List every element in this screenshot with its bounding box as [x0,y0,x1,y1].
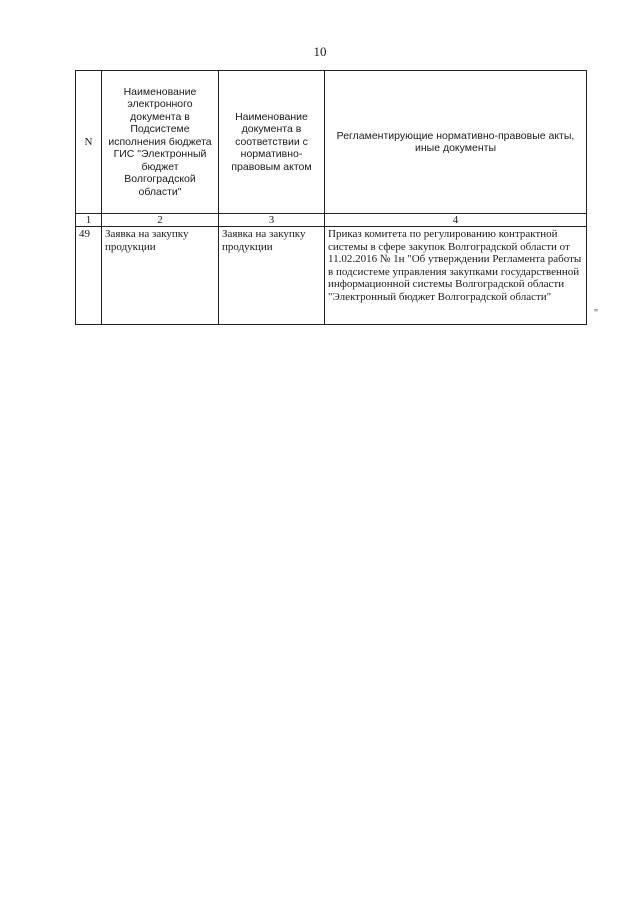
header-subsystem-document-name: Наименование электронного документа в Подсистеме исполнения бюджета ГИС "Электронный бюджет Волгоградской области" [102,71,219,214]
table-row [76,227,587,325]
closing-quote-mark: " [594,308,599,319]
act-document-name-cell: Заявка на закупку продукции [219,227,325,325]
page-number: 10 [313,44,327,59]
table-header-row [76,71,587,214]
header-number: N [76,71,102,214]
header-act-document-name: Наименование документа в соответствии с нормативно-правовым актом [219,71,325,214]
column-number: 3 [219,214,325,227]
column-number: 4 [325,214,587,227]
column-number: 2 [102,214,219,227]
regulations-cell: Приказ комитета по регулированию контрактной системы в сфере закупок Волгоградской области от 11.02.2016 № 1н "Об утверждении Регламента работы в подсистеме управления закупками государственной информационной системы Волгоградской области "Электронный бюджет Волгоградской области" [325,227,587,325]
row-number-cell: 49 [76,227,102,325]
document-table [75,70,587,325]
column-number: 1 [76,214,102,227]
header-regulations: Регламентирующие нормативно-правовые акты, иные документы [325,71,587,214]
subsystem-document-name-cell: Заявка на закупку продукции [102,227,219,325]
column-number-row [76,214,587,227]
